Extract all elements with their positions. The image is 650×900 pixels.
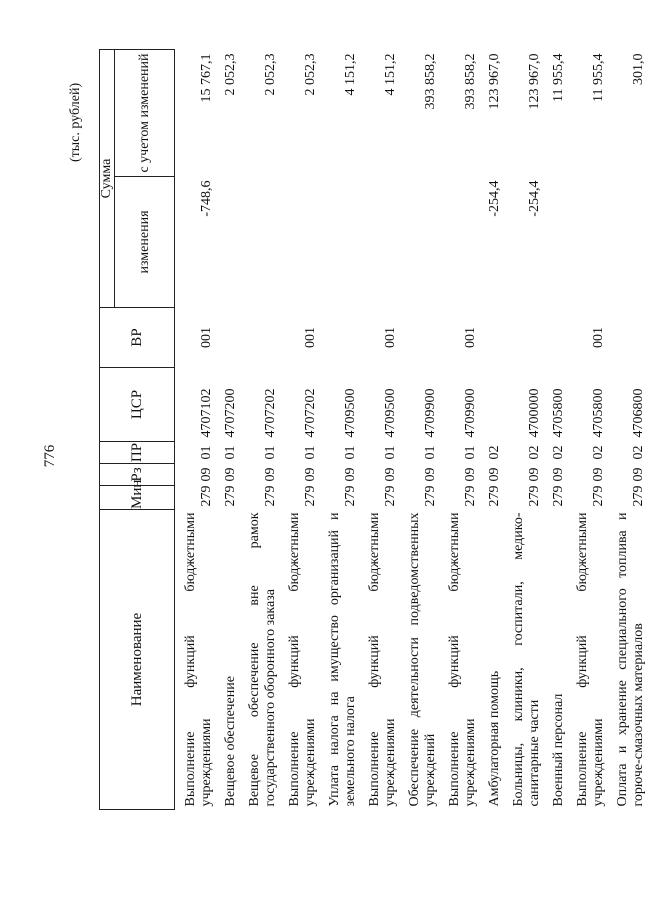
row-changes	[402, 177, 442, 308]
row-rz: 09	[423, 467, 438, 482]
row-name: Выполнение функций бюджетными учреждениями	[367, 512, 398, 807]
table-row	[218, 50, 242, 810]
row-name: Амбулаторная помощь	[487, 670, 502, 807]
row-vr	[506, 308, 546, 368]
row-changes	[242, 177, 282, 308]
row-csr: 4707202	[303, 388, 318, 438]
row-csr: 4705800	[551, 388, 566, 438]
row-name: Вещевое обеспечение	[223, 676, 238, 807]
row-vr	[610, 308, 650, 368]
row-min: 279	[263, 485, 278, 507]
row-total: 2 052,3	[303, 53, 318, 96]
row-csr: 4709900	[463, 388, 478, 438]
row-csr	[482, 368, 506, 442]
units-label: (тыс. рублей)	[68, 82, 83, 162]
row-pr: 01	[263, 445, 278, 460]
row-min: 279	[383, 485, 398, 507]
row-changes	[218, 177, 242, 308]
header-vr: ВР	[100, 308, 175, 368]
row-csr: 4709500	[383, 388, 398, 438]
row-csr: 4707102	[199, 388, 214, 438]
row-name: Оплата и хранение специального топлива и горюче-смазочных материалов	[615, 512, 646, 807]
row-pr: 02	[487, 445, 502, 460]
row-min: 279	[223, 485, 238, 507]
row-changes	[610, 177, 650, 308]
row-total: 301,0	[631, 53, 646, 85]
header-changes: изменения	[115, 177, 175, 308]
row-pr: 02	[551, 445, 566, 460]
page-number: 776	[42, 444, 58, 468]
row-min: 279	[463, 485, 478, 507]
row-rz: 09	[263, 467, 278, 482]
row-vr	[402, 308, 442, 368]
row-changes: -748,6	[199, 180, 214, 217]
row-min: 279	[551, 485, 566, 507]
row-vr: 001	[199, 327, 214, 348]
row-vr	[322, 308, 362, 368]
row-csr: 4700000	[527, 388, 542, 438]
row-name: Обеспечение деятельности подведомственных учреждений	[407, 512, 438, 807]
row-changes	[322, 177, 362, 308]
row-total: 4 151,2	[343, 53, 358, 96]
row-pr: 02	[591, 445, 606, 460]
header-csr: ЦСР	[100, 368, 175, 442]
table-row	[482, 50, 506, 810]
row-rz: 09	[223, 467, 238, 482]
row-pr: 01	[463, 445, 478, 460]
row-vr	[482, 308, 506, 368]
row-pr: 01	[199, 445, 214, 460]
row-min: 279	[343, 485, 358, 507]
row-total: 15 767,1	[199, 53, 214, 103]
row-name: Уплата налога на имущество организаций и земельного налога	[327, 512, 358, 807]
row-min: 279	[487, 485, 502, 507]
table-row	[442, 50, 482, 810]
row-min: 279	[591, 485, 606, 507]
header-pr: ПР	[100, 442, 175, 464]
budget-table	[99, 49, 650, 810]
table-body	[175, 50, 650, 810]
row-name: Больницы, клиники, госпитали, медико-санитарные части	[511, 512, 542, 807]
row-pr: 01	[343, 445, 358, 460]
row-rz: 09	[303, 467, 318, 482]
row-csr: 4709500	[343, 388, 358, 438]
row-pr: 01	[423, 445, 438, 460]
row-rz: 09	[631, 467, 646, 482]
row-total: 123 967,0	[527, 53, 542, 110]
table-row	[242, 50, 282, 810]
row-changes: -254,4	[487, 180, 502, 217]
header-min: Мин	[100, 486, 175, 510]
table-row	[546, 50, 570, 810]
row-csr: 4705800	[591, 388, 606, 438]
row-rz: 09	[463, 467, 478, 482]
row-csr: 4706800	[631, 388, 646, 438]
row-changes	[546, 177, 570, 308]
row-pr: 02	[631, 445, 646, 460]
row-rz: 09	[199, 467, 214, 482]
row-csr: 4707200	[223, 388, 238, 438]
row-vr	[546, 308, 570, 368]
row-changes	[362, 177, 402, 308]
row-total: 11 955,4	[591, 53, 606, 102]
row-csr: 4709900	[423, 388, 438, 438]
row-min: 279	[631, 485, 646, 507]
row-vr: 001	[591, 327, 606, 348]
row-vr	[242, 308, 282, 368]
row-total: 2 052,3	[223, 53, 238, 96]
table-row	[506, 50, 546, 810]
row-rz: 09	[527, 467, 542, 482]
row-vr: 001	[303, 327, 318, 348]
row-name: Вещевое обеспечение вне рамок государственного оборонного заказа	[247, 512, 278, 807]
row-total: 123 967,0	[487, 53, 502, 110]
row-min: 279	[527, 485, 542, 507]
table-row	[282, 50, 322, 810]
table-row	[322, 50, 362, 810]
row-pr: 01	[303, 445, 318, 460]
row-name: Выполнение функций бюджетными учреждениями	[287, 512, 318, 807]
row-rz: 09	[551, 467, 566, 482]
row-pr: 02	[527, 445, 542, 460]
row-min: 279	[199, 485, 214, 507]
row-total: 393 858,2	[463, 53, 478, 110]
row-name: Выполнение функций бюджетными учреждениями	[447, 512, 478, 807]
row-vr	[218, 308, 242, 368]
header-name: Наименование	[100, 510, 175, 810]
row-name: Выполнение функций бюджетными учреждениями	[575, 512, 606, 807]
row-rz: 09	[343, 467, 358, 482]
row-changes	[282, 177, 322, 308]
row-name: Военный персонал	[551, 693, 566, 807]
table-row	[175, 50, 219, 810]
table-row	[570, 50, 610, 810]
row-changes	[442, 177, 482, 308]
row-min: 279	[423, 485, 438, 507]
row-vr: 001	[383, 327, 398, 348]
header-with-changes: с учетом изменений	[115, 50, 175, 177]
row-vr: 001	[463, 327, 478, 348]
row-changes: -254,4	[527, 180, 542, 217]
header-summa: Сумма	[100, 50, 115, 308]
row-total: 4 151,2	[383, 53, 398, 96]
header-rz: Рз	[100, 464, 175, 486]
row-pr: 01	[383, 445, 398, 460]
row-min: 279	[303, 485, 318, 507]
row-rz: 09	[383, 467, 398, 482]
row-rz: 09	[487, 467, 502, 482]
row-total: 393 858,2	[423, 53, 438, 110]
row-total: 11 955,4	[551, 53, 566, 102]
row-csr: 4707202	[263, 388, 278, 438]
table-row	[610, 50, 650, 810]
row-rz: 09	[591, 467, 606, 482]
row-name: Выполнение функций бюджетными учреждениями	[183, 512, 214, 807]
row-changes	[570, 177, 610, 308]
table-row	[362, 50, 402, 810]
row-total: 2 052,3	[263, 53, 278, 96]
row-pr: 01	[223, 445, 238, 460]
table-row	[402, 50, 442, 810]
